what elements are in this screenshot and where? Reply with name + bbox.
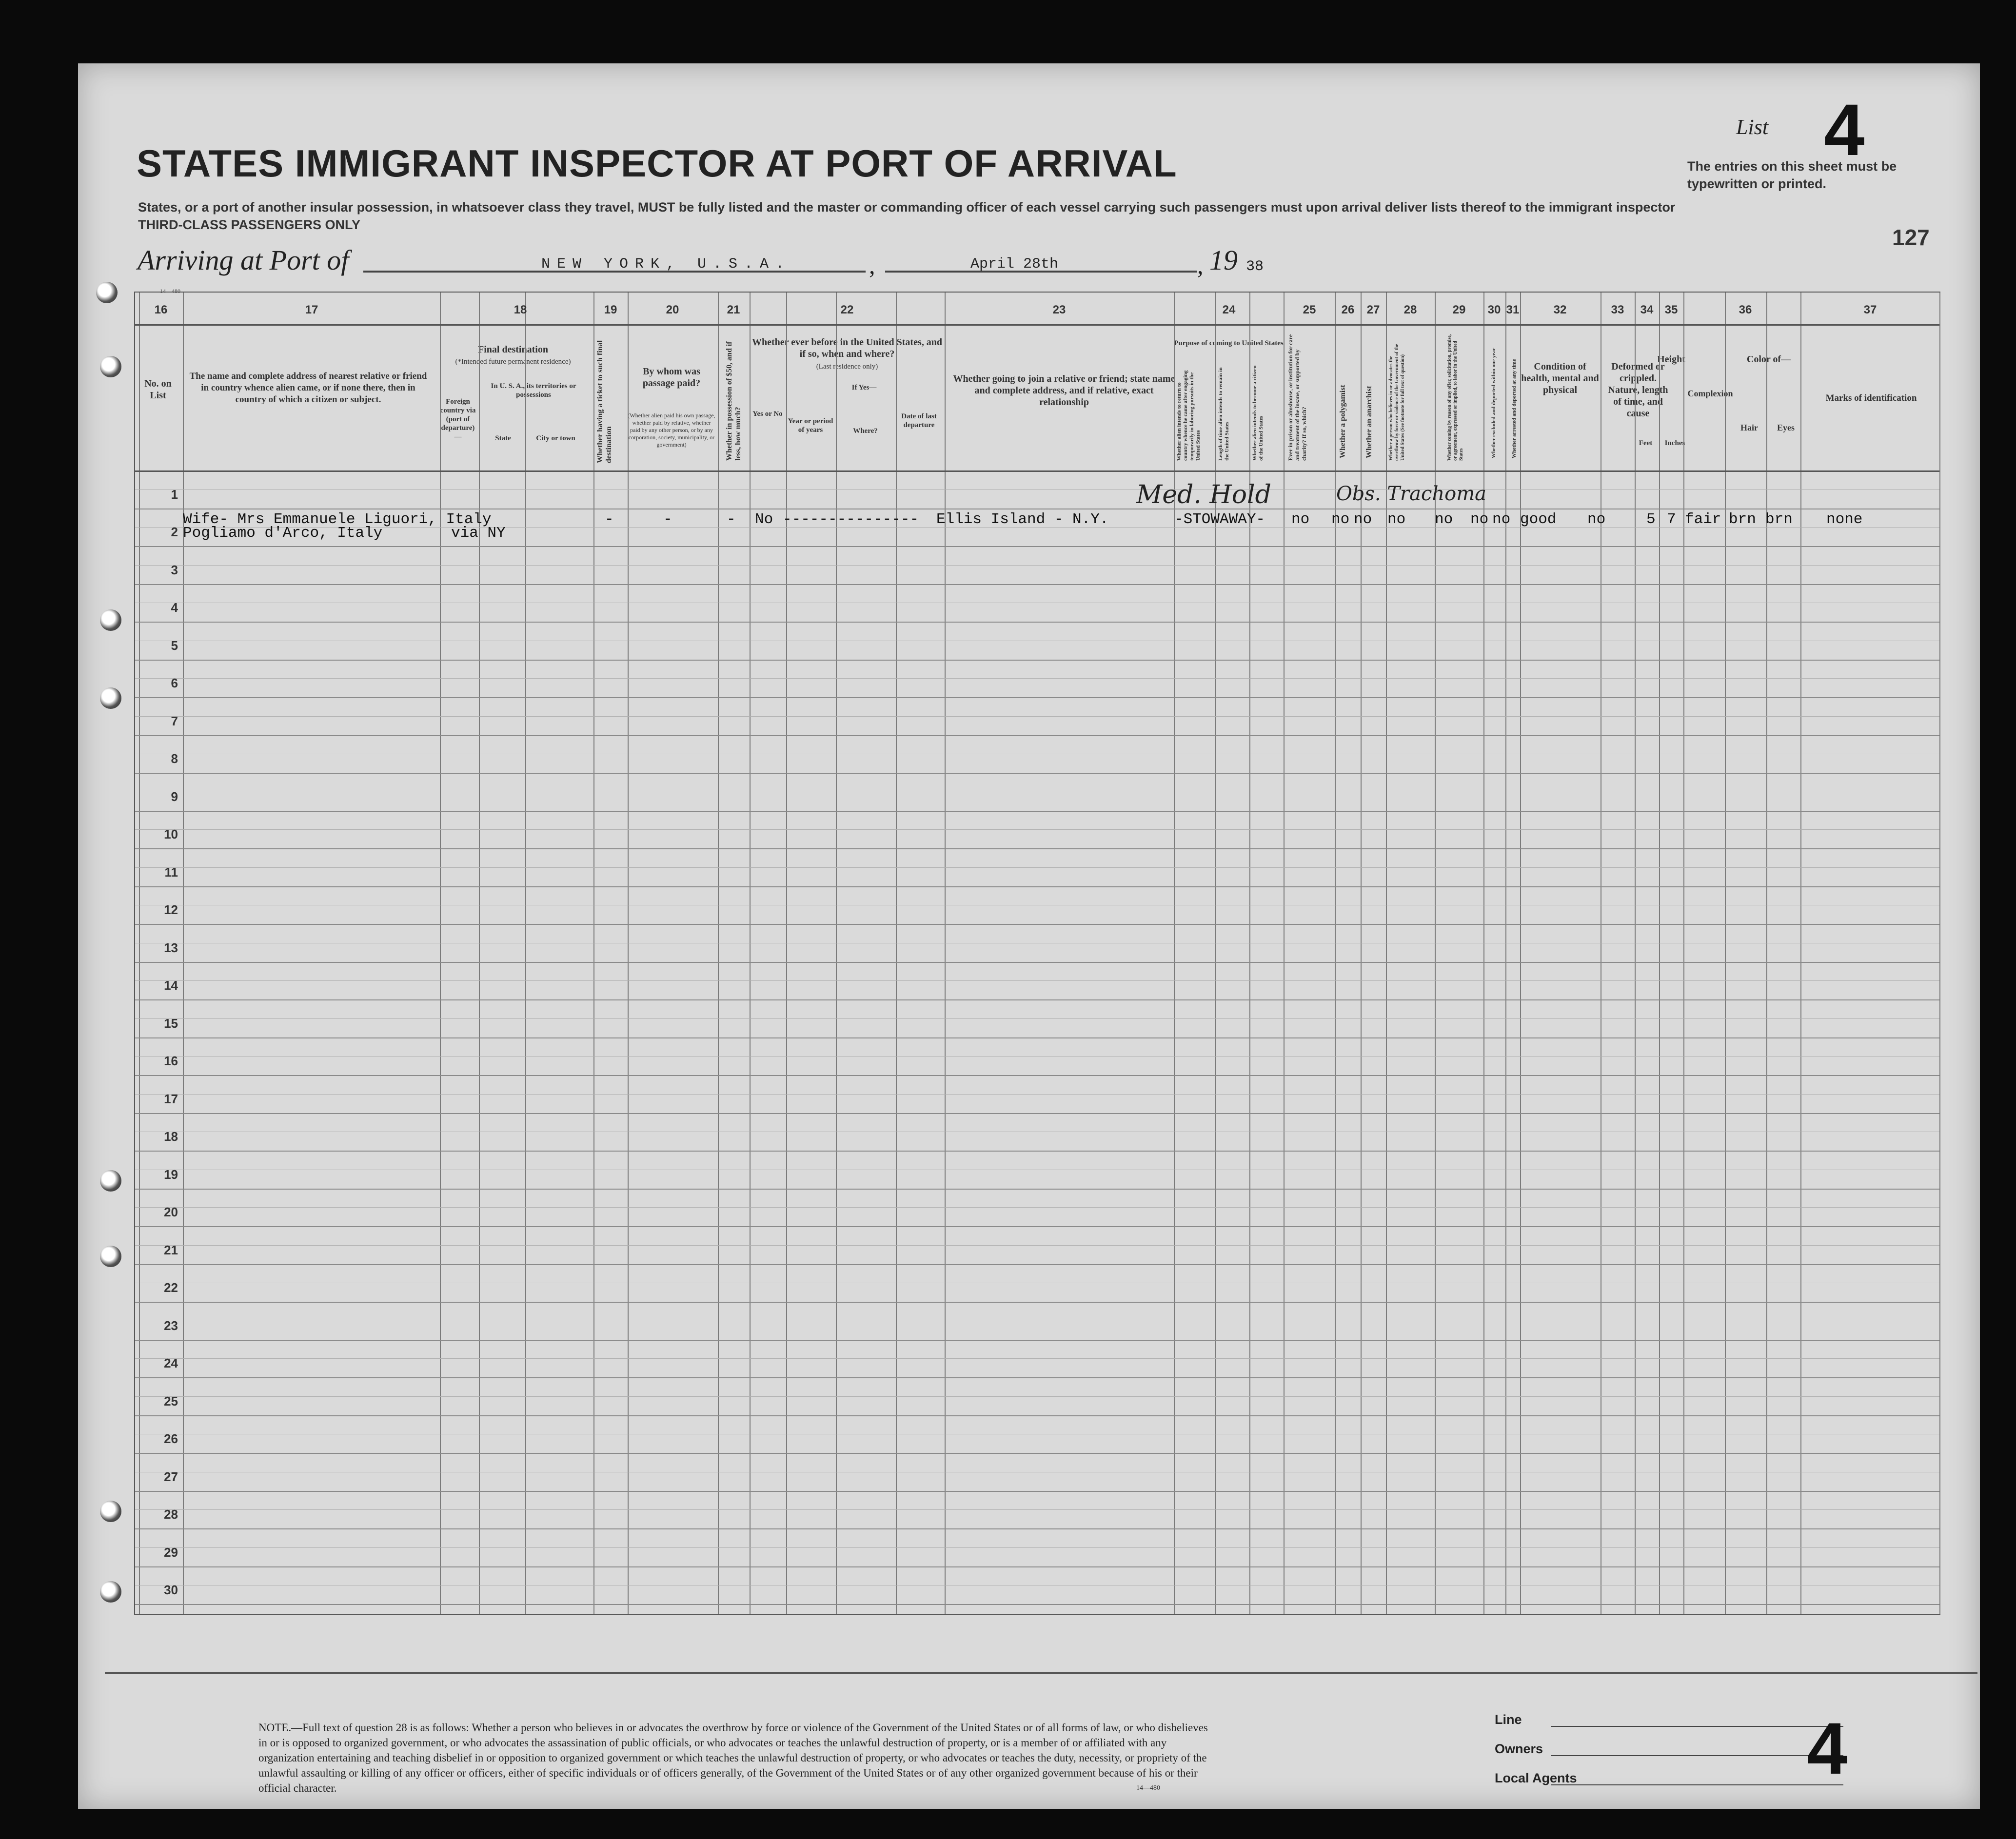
header-col22-ifyes: If Yes— xyxy=(851,384,877,391)
row-rule xyxy=(135,546,1939,547)
row-number: 27 xyxy=(164,1469,178,1484)
column-number: 16 xyxy=(154,303,168,316)
header-col26: Whether a polygamist xyxy=(1339,385,1347,458)
header-col22-where: Where? xyxy=(853,427,878,435)
column-number: 23 xyxy=(1052,303,1066,316)
stamp-number: 127 xyxy=(1892,225,1930,250)
row-rule xyxy=(135,1302,1939,1303)
entry-foreign-via: via NY xyxy=(451,525,506,542)
column-number: 17 xyxy=(305,303,318,316)
row-rule xyxy=(135,622,1939,623)
row-rule xyxy=(135,773,1939,774)
column-number: 30 xyxy=(1487,303,1501,316)
column-number: 33 xyxy=(1611,303,1624,316)
row-number: 30 xyxy=(164,1583,178,1597)
header-col35: Complexion xyxy=(1687,389,1733,398)
header-col22-yesno: Yes or No xyxy=(752,410,783,418)
entry-inches: 7 xyxy=(1667,511,1676,528)
row-rule xyxy=(135,886,1939,887)
handwritten-note-med-hold: Med. Hold xyxy=(1136,480,1271,509)
row-number: 11 xyxy=(164,865,178,880)
row-number: 26 xyxy=(164,1431,178,1446)
header-col24-a: Whether alien intends to return to country whence he came after engaging temporarily in laboring pursuits in the United States xyxy=(1176,370,1201,461)
entry-excluded: no xyxy=(1470,511,1489,528)
divider xyxy=(105,1672,1977,1674)
punch-hole-icon xyxy=(100,1170,121,1192)
row-number: 14 xyxy=(164,978,178,993)
date-value: April 28th xyxy=(970,256,1059,273)
row-rule xyxy=(135,811,1939,812)
row-rule xyxy=(135,848,1939,849)
row-number: 1 xyxy=(171,487,178,502)
row-number: 29 xyxy=(164,1545,178,1560)
footer-owners-underline xyxy=(1551,1755,1843,1756)
entry-polygamist: no xyxy=(1331,511,1350,528)
column-number: 35 xyxy=(1664,303,1678,316)
column-number: 36 xyxy=(1739,303,1752,316)
row-number: 4 xyxy=(171,600,178,615)
notice-line-1: States, or a port of another insular possession, in whatsoever class they travel, MUST be fully listed and the master or commanding officer of each vessel carrying such passengers must upon arrival deliver lists thereof to the immigrant inspector xyxy=(138,200,1676,215)
punch-hole-icon xyxy=(100,1581,121,1603)
row-subrule xyxy=(135,565,1939,566)
row-number: 17 xyxy=(164,1092,178,1106)
header-col36-title: Color of— xyxy=(1746,354,1791,365)
row-rule xyxy=(135,660,1939,661)
row-rule xyxy=(135,584,1939,585)
punch-hole-icon xyxy=(100,609,121,631)
row-rule xyxy=(135,324,1939,326)
row-number: 3 xyxy=(171,563,178,577)
row-rule xyxy=(135,1528,1939,1529)
header-col19: Whether having a ticket to such final destination xyxy=(596,340,613,463)
row-number: 20 xyxy=(164,1205,178,1219)
column-number: 26 xyxy=(1341,303,1355,316)
header-col37: Marks of identification xyxy=(1825,393,1917,403)
header-col22-year: Year or period of years xyxy=(788,417,833,434)
header-col18-title: Final destination xyxy=(478,344,548,355)
entry-money: - xyxy=(727,511,736,528)
column-number: 29 xyxy=(1452,303,1466,316)
header-col22-sub: (Last residence only) xyxy=(816,363,878,371)
entry-hair: brn xyxy=(1729,511,1756,528)
row-subrule xyxy=(135,1509,1939,1510)
row-number: 28 xyxy=(164,1507,178,1522)
row-rule xyxy=(135,697,1939,698)
entry-arrested: no xyxy=(1492,511,1511,528)
column-number: 37 xyxy=(1863,303,1877,316)
row-rule xyxy=(135,735,1939,736)
row-number: 5 xyxy=(171,638,178,653)
row-number: 21 xyxy=(164,1243,178,1257)
row-number: 19 xyxy=(164,1167,178,1182)
header-col16: No. on List xyxy=(144,378,172,401)
row-number: 22 xyxy=(164,1280,178,1295)
notice-text xyxy=(138,198,1699,234)
row-number: 18 xyxy=(164,1129,178,1144)
entry-before-dashes: --------------- xyxy=(783,511,919,528)
row-number: 6 xyxy=(171,676,178,690)
row-rule xyxy=(135,1189,1939,1190)
row-number: 8 xyxy=(171,751,178,766)
footer-big-number: 4 xyxy=(1807,1707,1848,1789)
row-rule xyxy=(135,1264,1939,1265)
entry-passage-paid: - xyxy=(663,511,672,528)
entry-health: good xyxy=(1520,511,1557,528)
header-col18-sub: (*Intended future permanent residence) xyxy=(455,358,571,366)
column-number: 20 xyxy=(666,303,679,316)
row-number: 23 xyxy=(164,1318,178,1333)
punch-hole-icon xyxy=(100,1501,121,1522)
entry-prison: no xyxy=(1291,511,1310,528)
row-subrule xyxy=(135,1207,1939,1208)
entry-relative-line1: Wife- Mrs Emmanuele Liguori, Italy xyxy=(183,511,492,528)
row-rule xyxy=(135,999,1939,1000)
entry-eyes: brn xyxy=(1765,511,1793,528)
header-col33: Deformed or crippled. Nature, length of time, and cause xyxy=(1608,361,1668,419)
column-number: 19 xyxy=(604,303,617,316)
notice-line-2: THIRD-CLASS PASSENGERS ONLY xyxy=(138,217,361,232)
row-rule xyxy=(135,1113,1939,1114)
footer-line-underline xyxy=(1551,1726,1843,1727)
header-col18-usa: In U. S. A., its territories or possessions xyxy=(491,382,576,399)
header-col17: The name and complete address of nearest relative or friend in country whence alien came, or if none there, then in country of which a citizen or subject. xyxy=(189,371,427,405)
row-number: 7 xyxy=(171,714,178,728)
header-col18-state: State xyxy=(495,434,511,442)
header-col24-title: Purpose of coming to United States xyxy=(1174,339,1284,347)
column-number: 18 xyxy=(514,303,527,316)
row-subrule xyxy=(135,867,1939,868)
row-number: 12 xyxy=(164,902,178,917)
column-number: 24 xyxy=(1222,303,1236,316)
row-rule xyxy=(135,1075,1939,1076)
header-col18-foreign: Foreign country via (port of departure)— xyxy=(440,398,476,441)
row-rule xyxy=(135,1340,1939,1341)
header-col32: Condition of health, mental and physical xyxy=(1521,361,1599,395)
row-rule xyxy=(135,962,1939,963)
header-col36-eyes: Eyes xyxy=(1777,423,1795,432)
row-subrule xyxy=(135,1094,1939,1095)
header-col21: Whether in possession of $50, and if less, how much? xyxy=(725,341,742,461)
entry-feet: 5 xyxy=(1646,511,1656,528)
separator: , xyxy=(1197,252,1204,279)
column-number: 22 xyxy=(840,303,854,316)
entry-joining: Ellis Island - N.Y. xyxy=(936,511,1109,528)
entry-overthrow: no xyxy=(1387,511,1406,528)
punch-hole-icon xyxy=(100,356,121,377)
row-rule xyxy=(135,1604,1939,1605)
header-col27: Whether an anarchist xyxy=(1365,386,1373,458)
footer-line-label: Line xyxy=(1495,1712,1522,1727)
footer-agents-label: Local Agents xyxy=(1495,1771,1577,1785)
header-col28: Whether a person who believes in or advocates the overthrow by force or violence of the Government of the United States (See footnote for full text of question) xyxy=(1388,344,1405,461)
row-number: 13 xyxy=(164,940,178,955)
column-number: 27 xyxy=(1366,303,1380,316)
row-number: 15 xyxy=(164,1016,178,1031)
row-rule xyxy=(135,1226,1939,1227)
row-subrule xyxy=(135,678,1939,679)
header-col34-inches: Inches xyxy=(1664,439,1685,447)
row-subrule xyxy=(135,1358,1939,1359)
header-col22-date: Date of last departure xyxy=(901,412,937,429)
column-rule xyxy=(1939,293,1940,1614)
row-rule xyxy=(135,1151,1939,1152)
entry-before-in-us: No xyxy=(755,511,773,528)
row-subrule xyxy=(135,1245,1939,1246)
header-col23: Whether going to join a relative or friend; state name and complete address, and if relative, exact relationship xyxy=(953,373,1175,408)
entry-deformed: no xyxy=(1587,511,1606,528)
row-number: 10 xyxy=(164,827,178,841)
header-col24-b: Length of time alien intends to remain in the United States xyxy=(1218,367,1230,461)
entry-ticket: - xyxy=(605,511,614,528)
footer-agents-underline xyxy=(1551,1784,1843,1785)
entry-offer: no xyxy=(1435,511,1453,528)
footer-note: NOTE.—Full text of question 28 is as follows: Whether a person who believes in or advocates the overthrow by force or violence of the Government of the United States or of all forms of law, or who disbelieves in or is opposed to organized government, or who advocates the assassination of public officials, or who advocates or teaches the unlawful destruction of property, or is a member of or affiliated with any organization entertaining and teaching disbelief in or opposition to organized government or which teaches the unlawful destruction of property, or who advocates or teaches the duty, necessity, or propriety of the unlawful assaulting or killing of any officer or officers, either of specific individuals or of officers generally, of the Government of the United States or of any other organized government because of his or their official character. xyxy=(258,1722,1208,1794)
separator: , xyxy=(869,252,875,279)
row-number: 9 xyxy=(171,789,178,804)
header-col22-title: Whether ever before in the United States, and if so, when and where? xyxy=(752,337,942,359)
row-number: 24 xyxy=(164,1356,178,1370)
entry-relative-line2: Pogliamo d'Arco, Italy xyxy=(183,525,383,542)
header-col30: Whether excluded and deported within one year xyxy=(1491,348,1497,458)
row-number: 2 xyxy=(171,525,178,539)
row-rule xyxy=(135,1037,1939,1038)
row-rule xyxy=(135,1377,1939,1378)
header-col34-feet: Feet xyxy=(1639,439,1653,447)
row-number: 25 xyxy=(164,1394,178,1409)
punch-hole-icon xyxy=(100,1246,121,1267)
row-number: 16 xyxy=(164,1054,178,1068)
punch-hole-icon xyxy=(96,282,118,303)
header-col20-sub: (Whether alien paid his own passage, whether paid by relative, whether paid by any other person, or by any corporation, society, municipality, or government) xyxy=(628,412,715,448)
entry-marks: none xyxy=(1826,511,1863,528)
row-rule xyxy=(135,1415,1939,1416)
page-title: STATES IMMIGRANT INSPECTOR AT PORT OF ARRIVAL xyxy=(137,142,1177,185)
header-col34-title: Height xyxy=(1657,354,1685,365)
header-col31: Whether arrested and deported at any time xyxy=(1511,359,1517,458)
handwritten-note-trachoma: Obs. Trachoma xyxy=(1336,483,1487,505)
list-number: 4 xyxy=(1824,89,1865,171)
form-code: 14—480 xyxy=(160,288,180,294)
year-suffix: 38 xyxy=(1246,258,1264,275)
row-subrule xyxy=(135,980,1939,981)
header-col20-title: By whom was passage paid? xyxy=(642,366,701,389)
row-subrule xyxy=(135,716,1939,717)
column-number: 34 xyxy=(1640,303,1654,316)
row-subrule xyxy=(135,1018,1939,1019)
column-number: 25 xyxy=(1303,303,1316,316)
entry-purpose: -STOWAWAY- xyxy=(1174,511,1265,528)
column-number: 28 xyxy=(1403,303,1417,316)
row-rule xyxy=(135,924,1939,925)
row-rule xyxy=(135,1491,1939,1492)
column-number: 31 xyxy=(1506,303,1520,316)
header-col25: Ever in prison or almshouse, or institution for care and treatment of the insane, or supported by charity? If so, which? xyxy=(1287,334,1307,461)
footer-owners-label: Owners xyxy=(1495,1741,1543,1756)
row-rule xyxy=(135,470,1939,472)
entry-complexion: fair xyxy=(1685,511,1721,528)
column-number: 32 xyxy=(1553,303,1567,316)
header-col24-c: Whether alien intends to become a citizen of the United States xyxy=(1252,365,1264,461)
row-rule xyxy=(135,1453,1939,1454)
port-value: NEW YORK, U.S.A. xyxy=(541,256,791,273)
arriving-label: Arriving at Port of xyxy=(138,244,349,276)
row-subrule xyxy=(135,489,1939,490)
punch-hole-icon xyxy=(100,687,121,709)
header-col36-hair: Hair xyxy=(1740,423,1758,432)
column-number: 21 xyxy=(727,303,740,316)
entry-anarchist: no xyxy=(1354,511,1372,528)
header-col29: Whether coming by reason of any offer, solicitation, promise, or agreement, expressed or implied, to labor in the United States xyxy=(1447,334,1464,461)
entries-note: The entries on this sheet must be typewritten or printed. xyxy=(1687,159,1897,191)
manifest-table xyxy=(134,292,1940,1615)
row-subrule xyxy=(135,1396,1939,1397)
row-rule xyxy=(135,1566,1939,1567)
header-col18-city: City or town xyxy=(536,434,575,442)
footer-code: 14—480 xyxy=(1136,1784,1160,1792)
list-label: List xyxy=(1736,115,1769,139)
year-prefix: 19 xyxy=(1209,244,1238,276)
row-subrule xyxy=(135,829,1939,830)
row-subrule xyxy=(135,1547,1939,1548)
